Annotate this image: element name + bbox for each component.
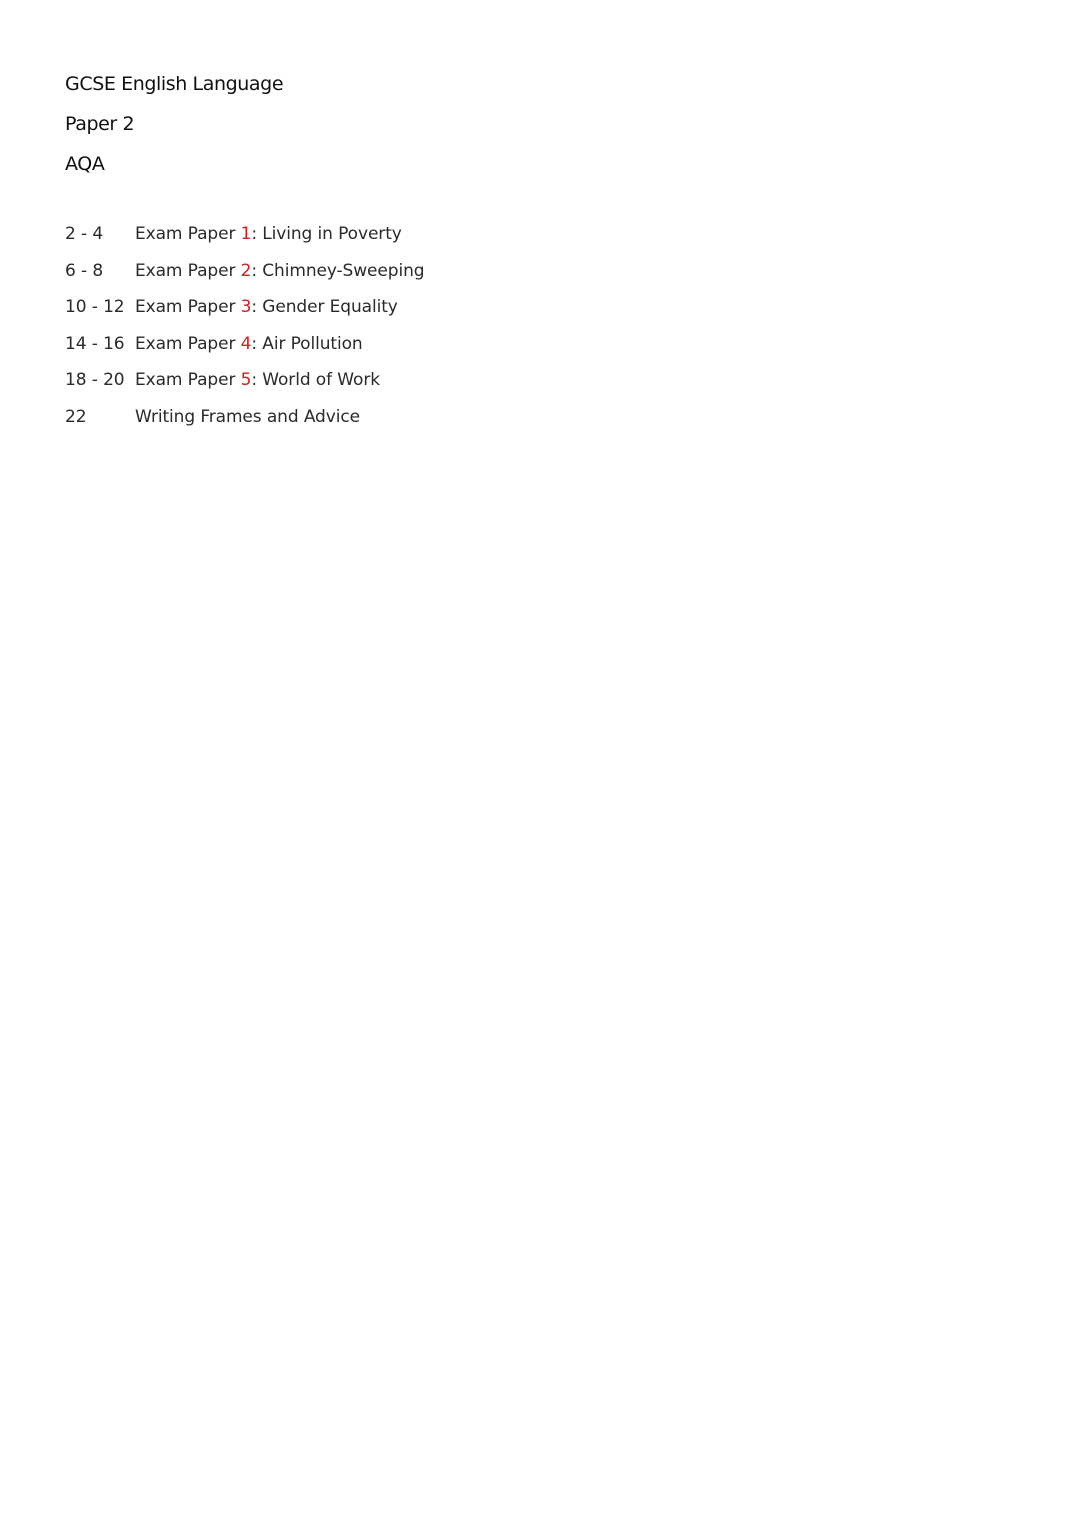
exam-board: AQA bbox=[65, 153, 105, 175]
toc-entry-prefix: Exam Paper bbox=[135, 297, 241, 318]
toc-entry bbox=[135, 399, 360, 436]
table-of-contents bbox=[65, 216, 424, 436]
toc-page-range: 22 bbox=[65, 406, 87, 427]
toc-row bbox=[65, 216, 424, 253]
toc-row bbox=[65, 253, 424, 290]
toc-page-range: 18 - 20 bbox=[65, 370, 125, 391]
toc-entry bbox=[135, 253, 424, 290]
toc-row bbox=[65, 326, 424, 363]
toc-page-range: 10 - 12 bbox=[65, 297, 125, 318]
toc-entry-prefix: Exam Paper bbox=[135, 333, 241, 354]
toc-entry-title: : Gender Equality bbox=[251, 297, 398, 318]
title-block bbox=[65, 64, 283, 184]
toc-page-range: 2 - 4 bbox=[65, 224, 104, 244]
toc-entry-prefix: Writing Frames and Advice bbox=[135, 406, 360, 427]
toc-page-range: 6 - 8 bbox=[65, 260, 104, 281]
toc-entry-title: : Air Pollution bbox=[251, 333, 363, 354]
toc-row bbox=[65, 362, 424, 399]
toc-page-range: 14 - 16 bbox=[65, 333, 125, 354]
toc-paper-number: 4 bbox=[240, 333, 252, 354]
toc-entry bbox=[135, 362, 380, 399]
subject-title: GCSE English Language bbox=[65, 73, 284, 95]
toc-entry bbox=[135, 326, 363, 363]
toc-entry-prefix: Exam Paper bbox=[135, 224, 241, 244]
toc-paper-number: 1 bbox=[240, 224, 252, 244]
toc-entry-title: : Chimney-Sweeping bbox=[251, 260, 425, 281]
toc-entry bbox=[135, 289, 398, 326]
toc-paper-number: 2 bbox=[240, 260, 252, 281]
toc-paper-number: 5 bbox=[240, 370, 252, 391]
toc-entry-prefix: Exam Paper bbox=[135, 260, 241, 281]
toc-entry bbox=[135, 216, 402, 253]
toc-entry-title: : Living in Poverty bbox=[251, 224, 402, 244]
toc-entry-title: : World of Work bbox=[251, 370, 380, 391]
toc-row bbox=[65, 399, 424, 436]
toc-paper-number: 3 bbox=[240, 297, 252, 318]
toc-row bbox=[65, 289, 424, 326]
toc-entry-prefix: Exam Paper bbox=[135, 370, 241, 391]
paper-title: Paper 2 bbox=[65, 113, 135, 135]
